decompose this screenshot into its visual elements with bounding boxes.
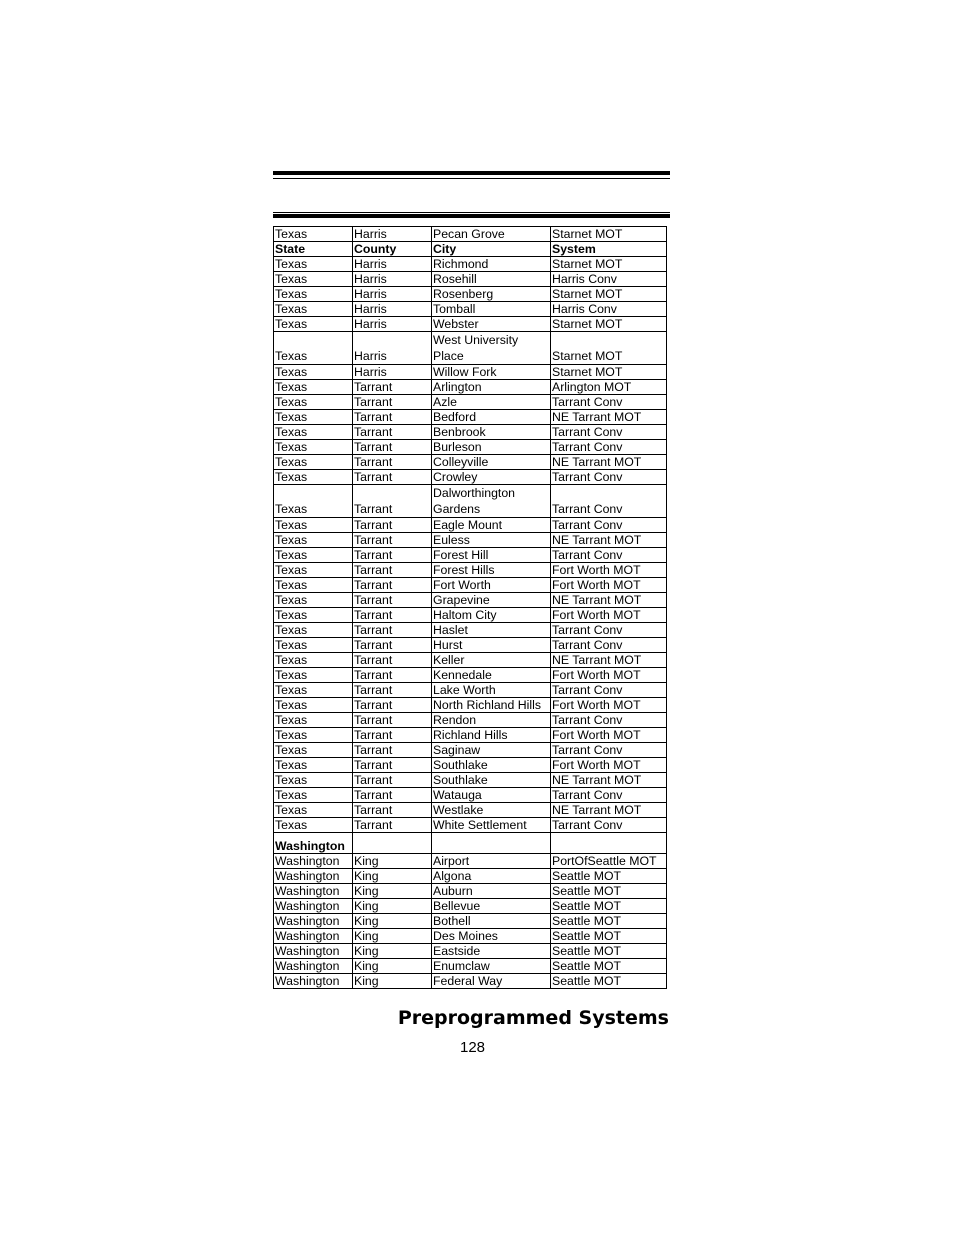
county-cell: King <box>353 884 432 899</box>
system-cell: Starnet MOT <box>551 317 667 332</box>
state-cell: Texas <box>274 425 353 440</box>
county-cell: Tarrant <box>353 818 432 833</box>
state-cell: Texas <box>274 563 353 578</box>
state-cell: Texas <box>274 485 353 518</box>
state-cell: Texas <box>274 302 353 317</box>
system-cell: Seattle MOT <box>551 914 667 929</box>
state-cell: Texas <box>274 440 353 455</box>
state-cell: Texas <box>274 410 353 425</box>
empty-cell <box>432 833 551 854</box>
county-cell: King <box>353 869 432 884</box>
county-cell: Harris <box>353 287 432 302</box>
system-cell: NE Tarrant MOT <box>551 533 667 548</box>
county-cell: King <box>353 899 432 914</box>
page-footer-title: Preprogrammed Systems <box>397 1007 669 1029</box>
city-cell: Eastside <box>432 944 551 959</box>
system-cell: Fort Worth MOT <box>551 698 667 713</box>
city-cell: Westlake <box>432 803 551 818</box>
state-cell: Texas <box>274 455 353 470</box>
table-row <box>274 638 667 653</box>
city-cell: Pecan Grove <box>432 227 551 242</box>
table-rule-thin <box>273 212 670 213</box>
table-row <box>274 593 667 608</box>
system-cell: Seattle MOT <box>551 899 667 914</box>
county-cell: King <box>353 929 432 944</box>
state-cell: Texas <box>274 698 353 713</box>
state-cell: Texas <box>274 728 353 743</box>
system-cell: Harris Conv <box>551 302 667 317</box>
table-row <box>274 470 667 485</box>
city-cell: Dalworthington Gardens <box>432 485 551 518</box>
section-heading-row <box>274 833 667 854</box>
city-cell: Hurst <box>432 638 551 653</box>
table-row <box>274 653 667 668</box>
state-cell: Washington <box>274 959 353 974</box>
table-row <box>274 698 667 713</box>
system-cell: Arlington MOT <box>551 380 667 395</box>
header-rule-thin <box>273 178 670 179</box>
table-row <box>274 548 667 563</box>
county-cell: Tarrant <box>353 518 432 533</box>
state-cell: Washington <box>274 944 353 959</box>
state-cell: Texas <box>274 593 353 608</box>
state-cell: Texas <box>274 380 353 395</box>
city-cell: Forest Hills <box>432 563 551 578</box>
state-cell: Texas <box>274 257 353 272</box>
table-row <box>274 317 667 332</box>
county-cell: Tarrant <box>353 788 432 803</box>
table-row <box>274 380 667 395</box>
county-cell: Harris <box>353 227 432 242</box>
county-cell: Tarrant <box>353 683 432 698</box>
state-cell: Washington <box>274 884 353 899</box>
city-cell: Saginaw <box>432 743 551 758</box>
state-cell: Texas <box>274 683 353 698</box>
systems-table <box>273 226 667 989</box>
system-cell: NE Tarrant MOT <box>551 803 667 818</box>
county-cell: King <box>353 974 432 989</box>
county-cell: Tarrant <box>353 653 432 668</box>
state-cell: Texas <box>274 287 353 302</box>
county-cell: Tarrant <box>353 668 432 683</box>
table-row <box>274 959 667 974</box>
city-cell: Forest Hill <box>432 548 551 563</box>
city-cell: Southlake <box>432 758 551 773</box>
city-cell: Richmond <box>432 257 551 272</box>
county-cell: Tarrant <box>353 470 432 485</box>
state-cell: Texas <box>274 470 353 485</box>
table-row <box>274 944 667 959</box>
table-row <box>274 578 667 593</box>
table-row <box>274 788 667 803</box>
system-cell: NE Tarrant MOT <box>551 593 667 608</box>
county-cell: Tarrant <box>353 533 432 548</box>
state-cell: Washington <box>274 854 353 869</box>
state-cell: Texas <box>274 743 353 758</box>
system-cell: NE Tarrant MOT <box>551 455 667 470</box>
city-cell: Willow Fork <box>432 365 551 380</box>
systems-table-body <box>274 227 667 989</box>
table-row <box>274 533 667 548</box>
county-cell: Tarrant <box>353 410 432 425</box>
county-cell: Harris <box>353 302 432 317</box>
table-row <box>274 395 667 410</box>
county-cell: Tarrant <box>353 608 432 623</box>
system-cell: Seattle MOT <box>551 884 667 899</box>
county-cell: Tarrant <box>353 380 432 395</box>
system-cell: Tarrant Conv <box>551 425 667 440</box>
system-cell: Harris Conv <box>551 272 667 287</box>
system-cell: Tarrant Conv <box>551 638 667 653</box>
state-cell: Washington <box>274 899 353 914</box>
city-cell: Webster <box>432 317 551 332</box>
system-cell: Fort Worth MOT <box>551 578 667 593</box>
system-cell: Seattle MOT <box>551 869 667 884</box>
system-cell: Fort Worth MOT <box>551 608 667 623</box>
table-row <box>274 365 667 380</box>
city-cell: Algona <box>432 869 551 884</box>
system-cell: Starnet MOT <box>551 365 667 380</box>
county-cell: Tarrant <box>353 578 432 593</box>
system-cell: Tarrant Conv <box>551 548 667 563</box>
city-cell: Tomball <box>432 302 551 317</box>
state-cell: Texas <box>274 272 353 287</box>
county-cell: Tarrant <box>353 455 432 470</box>
county-cell: Tarrant <box>353 758 432 773</box>
system-cell: Starnet MOT <box>551 287 667 302</box>
system-cell: Tarrant Conv <box>551 683 667 698</box>
county-cell: Tarrant <box>353 395 432 410</box>
table-row <box>274 713 667 728</box>
system-cell: Starnet MOT <box>551 227 667 242</box>
table-row <box>274 683 667 698</box>
city-cell: Azle <box>432 395 551 410</box>
state-cell: Washington <box>274 914 353 929</box>
county-cell: Tarrant <box>353 593 432 608</box>
page-number: 128 <box>460 1039 486 1056</box>
system-cell: Seattle MOT <box>551 944 667 959</box>
table-row <box>274 803 667 818</box>
city-cell: North Richland Hills <box>432 698 551 713</box>
table-row <box>274 929 667 944</box>
state-cell: Washington <box>274 869 353 884</box>
system-cell: Tarrant Conv <box>551 818 667 833</box>
table-row <box>274 410 667 425</box>
system-cell: NE Tarrant MOT <box>551 410 667 425</box>
state-cell: Washington <box>274 929 353 944</box>
system-cell: Tarrant Conv <box>551 485 667 518</box>
city-cell: Richland Hills <box>432 728 551 743</box>
table-row <box>274 758 667 773</box>
county-cell: Tarrant <box>353 698 432 713</box>
state-cell: Texas <box>274 365 353 380</box>
system-cell: Fort Worth MOT <box>551 668 667 683</box>
city-cell: City <box>432 242 551 257</box>
city-cell: Haslet <box>432 623 551 638</box>
state-cell: State <box>274 242 353 257</box>
system-cell: Tarrant Conv <box>551 470 667 485</box>
county-cell: Tarrant <box>353 548 432 563</box>
county-cell: Tarrant <box>353 563 432 578</box>
state-cell: Texas <box>274 803 353 818</box>
table-row <box>274 608 667 623</box>
state-cell: Texas <box>274 758 353 773</box>
table-row <box>274 914 667 929</box>
county-cell: King <box>353 854 432 869</box>
county-cell: Tarrant <box>353 743 432 758</box>
section-heading: Washington <box>274 833 353 854</box>
county-cell: Tarrant <box>353 728 432 743</box>
system-cell: Starnet MOT <box>551 257 667 272</box>
system-cell: Tarrant Conv <box>551 788 667 803</box>
table-row <box>274 899 667 914</box>
table-row <box>274 884 667 899</box>
table-row <box>274 623 667 638</box>
county-cell: County <box>353 242 432 257</box>
city-cell: Bothell <box>432 914 551 929</box>
city-cell: Fort Worth <box>432 578 551 593</box>
table-rule-thick <box>273 214 670 218</box>
city-cell: Grapevine <box>432 593 551 608</box>
city-cell: Des Moines <box>432 929 551 944</box>
county-cell: Harris <box>353 317 432 332</box>
city-cell: Burleson <box>432 440 551 455</box>
table-row <box>274 518 667 533</box>
county-cell: Harris <box>353 332 432 365</box>
empty-cell <box>551 833 667 854</box>
system-cell: Seattle MOT <box>551 929 667 944</box>
city-cell: Bedford <box>432 410 551 425</box>
city-cell: Arlington <box>432 380 551 395</box>
empty-cell <box>353 833 432 854</box>
city-cell: West University Place <box>432 332 551 365</box>
table-row <box>274 302 667 317</box>
table-row <box>274 563 667 578</box>
city-cell: Euless <box>432 533 551 548</box>
state-cell: Washington <box>274 974 353 989</box>
table-row <box>274 728 667 743</box>
city-cell: Rosenberg <box>432 287 551 302</box>
city-cell: Benbrook <box>432 425 551 440</box>
city-cell: Enumclaw <box>432 959 551 974</box>
city-cell: Auburn <box>432 884 551 899</box>
county-cell: Tarrant <box>353 485 432 518</box>
city-cell: Haltom City <box>432 608 551 623</box>
system-cell: Fort Worth MOT <box>551 758 667 773</box>
city-cell: Keller <box>432 653 551 668</box>
city-cell: Lake Worth <box>432 683 551 698</box>
state-cell: Texas <box>274 548 353 563</box>
table-row <box>274 818 667 833</box>
city-cell: Rosehill <box>432 272 551 287</box>
city-cell: Federal Way <box>432 974 551 989</box>
county-cell: King <box>353 959 432 974</box>
system-cell: Fort Worth MOT <box>551 563 667 578</box>
table-row <box>274 854 667 869</box>
city-cell: Kennedale <box>432 668 551 683</box>
county-cell: King <box>353 914 432 929</box>
table-row <box>274 974 667 989</box>
county-cell: Tarrant <box>353 638 432 653</box>
system-cell: System <box>551 242 667 257</box>
city-cell: Southlake <box>432 773 551 788</box>
city-cell: Watauga <box>432 788 551 803</box>
city-cell: White Settlement <box>432 818 551 833</box>
state-cell: Texas <box>274 578 353 593</box>
table-row <box>274 485 667 518</box>
system-cell: Tarrant Conv <box>551 518 667 533</box>
state-cell: Texas <box>274 227 353 242</box>
table-row <box>274 668 667 683</box>
system-cell: Fort Worth MOT <box>551 728 667 743</box>
city-cell: Rendon <box>432 713 551 728</box>
county-cell: Tarrant <box>353 440 432 455</box>
table-row <box>274 227 667 242</box>
system-cell: Tarrant Conv <box>551 440 667 455</box>
table-row <box>274 743 667 758</box>
state-cell: Texas <box>274 533 353 548</box>
county-cell: Harris <box>353 365 432 380</box>
city-cell: Bellevue <box>432 899 551 914</box>
table-row <box>274 773 667 788</box>
state-cell: Texas <box>274 623 353 638</box>
table-row <box>274 455 667 470</box>
table-row <box>274 869 667 884</box>
system-cell: Starnet MOT <box>551 332 667 365</box>
city-cell: Airport <box>432 854 551 869</box>
county-cell: Tarrant <box>353 773 432 788</box>
table-row <box>274 272 667 287</box>
state-cell: Texas <box>274 773 353 788</box>
system-cell: NE Tarrant MOT <box>551 653 667 668</box>
state-cell: Texas <box>274 638 353 653</box>
system-cell: PortOfSeattle MOT <box>551 854 667 869</box>
system-cell: NE Tarrant MOT <box>551 773 667 788</box>
system-cell: Tarrant Conv <box>551 395 667 410</box>
state-cell: Texas <box>274 332 353 365</box>
system-cell: Tarrant Conv <box>551 713 667 728</box>
system-cell: Tarrant Conv <box>551 743 667 758</box>
state-cell: Texas <box>274 818 353 833</box>
state-cell: Texas <box>274 788 353 803</box>
state-cell: Texas <box>274 518 353 533</box>
table-row <box>274 287 667 302</box>
county-cell: Harris <box>353 272 432 287</box>
system-cell: Seattle MOT <box>551 974 667 989</box>
county-cell: Tarrant <box>353 713 432 728</box>
city-cell: Colleyville <box>432 455 551 470</box>
city-cell: Eagle Mount <box>432 518 551 533</box>
county-cell: King <box>353 944 432 959</box>
county-cell: Harris <box>353 257 432 272</box>
table-row <box>274 440 667 455</box>
header-rule-thick <box>273 171 670 175</box>
county-cell: Tarrant <box>353 803 432 818</box>
city-cell: Crowley <box>432 470 551 485</box>
state-cell: Texas <box>274 395 353 410</box>
county-cell: Tarrant <box>353 623 432 638</box>
table-row <box>274 257 667 272</box>
system-cell: Tarrant Conv <box>551 623 667 638</box>
county-cell: Tarrant <box>353 425 432 440</box>
state-cell: Texas <box>274 713 353 728</box>
table-row <box>274 425 667 440</box>
system-cell: Seattle MOT <box>551 959 667 974</box>
state-cell: Texas <box>274 608 353 623</box>
state-cell: Texas <box>274 668 353 683</box>
state-cell: Texas <box>274 653 353 668</box>
state-cell: Texas <box>274 317 353 332</box>
table-row <box>274 332 667 365</box>
table-header-row <box>274 242 667 257</box>
